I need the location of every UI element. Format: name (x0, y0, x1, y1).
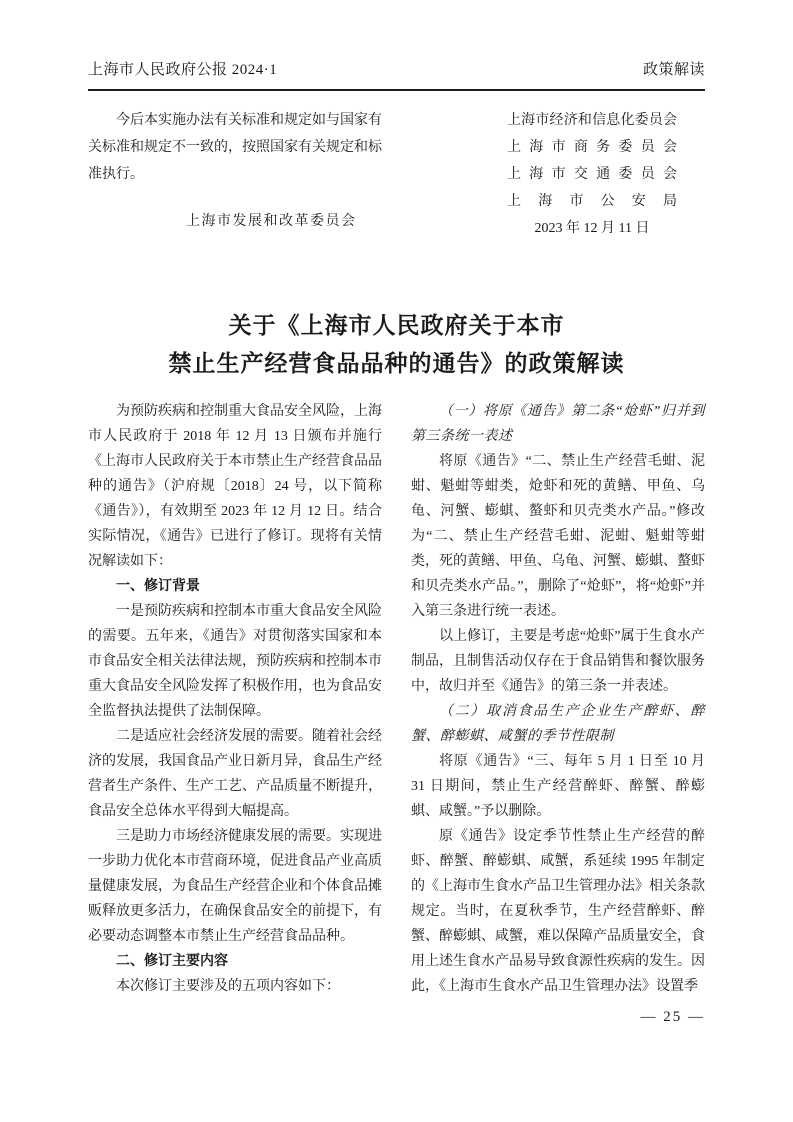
article-title (88, 307, 705, 383)
paragraph: 为预防疾病和控制重大食品安全风险，上海市人民政府于 2018 年 12 月 13 日颁布并施行《上海市人民政府关于本市禁止生产经营食品品种的通告》（沪府规〔2018〕24 号，以下简称《通告》），有效期至 2023 年 12 月 12 日。结合实际情况，《通告》已进行了修订。现将有关情况解读如下： (88, 404, 382, 569)
section-heading: 二、修订主要内容 (116, 954, 228, 969)
section-label: 政策解读 (642, 62, 705, 78)
article-title-line-2: 禁止生产经营食品品种的通告》的政策解读 (168, 351, 625, 376)
signature-commerce-commission: 上海市商务委员会 (507, 140, 677, 155)
running-header (88, 58, 705, 91)
signature-development-reform-commission: 上海市发展和改革委员会 (186, 214, 357, 229)
paragraph: 一是预防疾病和控制本市重大食品安全风险的需要。五年来，《通告》对贯彻落实国家和本市食品安全相关法律法规，预防疾病和控制本市重大食品安全风险发挥了积极作用，也为食品安全监督执法提供了法制保障。 (88, 604, 382, 719)
signature-public-security-bureau: 上海市公安局 (507, 194, 677, 209)
section-heading: 一、修订背景 (116, 579, 200, 594)
subsection-heading: （二）取消食品生产企业生产醉虾、醉蟹、醉蟛蜞、咸蟹的季节性限制 (411, 704, 705, 744)
paragraph: 以上修订，主要是考虑“炝虾”属于生食水产制品，且制售活动仅存在于食品销售和餐饮服务中，故归并至《通告》的第三条一并表述。 (411, 629, 705, 694)
paragraph: 二是适应社会经济发展的需要。随着社会经济的发展，我国食品产业日新月异，食品生产经营者生产条件、生产工艺、产品质量不断提升，食品安全总体水平得到大幅提高。 (88, 729, 382, 819)
previous-article-paragraph-block (88, 107, 382, 243)
left-column (88, 399, 382, 999)
article-title-line-1: 关于《上海市人民政府关于本市 (228, 313, 565, 338)
paragraph: 三是助力市场经济健康发展的需要。实现进一步助力优化本市营商环境，促进食品产业高质量健康发展，为食品生产经营企业和个体食品摊贩释放更多活力，在确保食品安全的前提下，有必要动态调整本市禁止生产经营食品品种。 (88, 829, 382, 944)
signature-transport-commission: 上海市交通委员会 (507, 167, 677, 182)
signature-block (507, 107, 677, 242)
gazette-issue-label: 上海市人民政府公报 2024·1 (88, 62, 278, 78)
signature-list (411, 107, 705, 243)
paragraph: 今后本实施办法有关标准和规定如与国家有关标准和规定不一致的，按照国家有关规定和标准执行。 (88, 113, 382, 182)
subsection-heading: （一）将原《通告》第二条“炝虾”归并到第三条统一表述 (411, 404, 705, 444)
previous-article-tail (88, 107, 705, 243)
paragraph: 本次修订主要涉及的五项内容如下： (116, 979, 340, 994)
right-column (411, 399, 705, 999)
article-body (88, 399, 705, 999)
paragraph: 将原《通告》“二、禁止生产经营毛蚶、泥蚶、魁蚶等蚶类，炝虾和死的黄鳝、甲鱼、乌龟、河蟹、蟛蜞、螯虾和贝壳类水产品。”修改为“二、禁止生产经营毛蚶、泥蚶、魁蚶等蚶类，死的黄鳝、甲鱼、乌龟、河蟹、蟛蜞、螯虾和贝壳类水产品。”，删除了“炝虾”，将“炝虾”并入第三条进行统一表述。 (411, 454, 705, 619)
signature-date: 2023 年 12 月 11 日 (534, 221, 650, 236)
paragraph: 原《通告》设定季节性禁止生产经营的醉虾、醉蟹、醉蟛蜞、咸蟹，系延续 1995 年制定的《上海市生食水产品卫生管理办法》相关条款规定。当时，在夏秋季节，生产经营醉虾、醉蟹、醉蟛蜞、咸蟹，难以保障产品质量安全，食用上述生食水产品易导致食源性疾病的发生。因此，《上海市生食水产品卫生管理办法》设置季 (411, 829, 705, 994)
signature-economy-informatization-commission: 上海市经济和信息化委员会 (507, 113, 677, 128)
page-number: — 25 — (640, 1009, 705, 1025)
paragraph: 将原《通告》“三、每年 5 月 1 日至 10 月 31 日期间，禁止生产经营醉虾、醉蟹、醉蟛蜞、咸蟹。”予以删除。 (411, 754, 705, 819)
